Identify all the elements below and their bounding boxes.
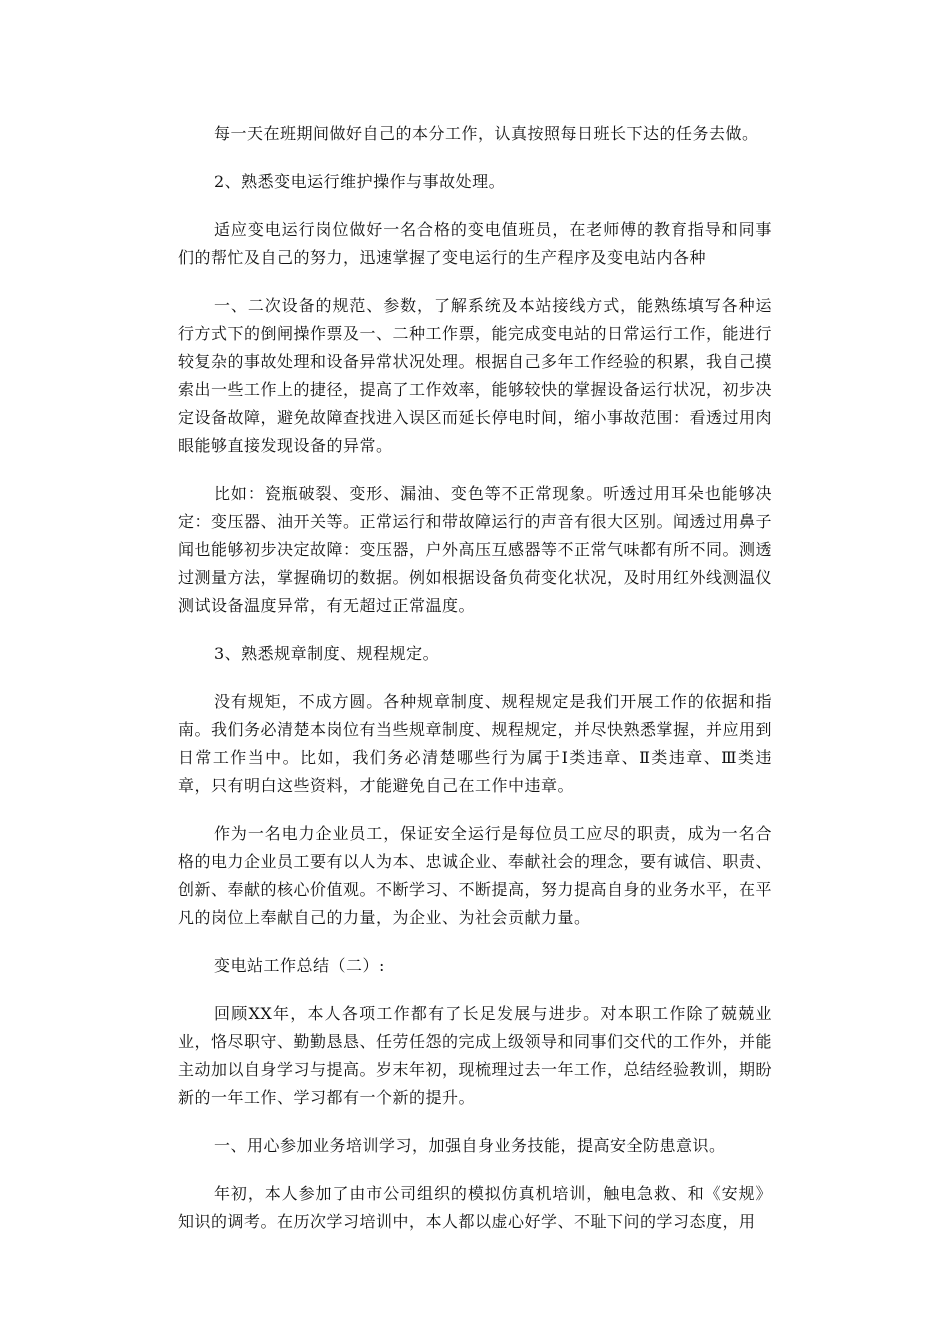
- paragraph-10: 回顾XX年，本人各项工作都有了长足发展与进步。对本职工作除了兢兢业业，恪尽职守、勤勤恳恳、任劳任怨的完成上级领导和同事们交代的工作外，并能主动加以自身学习与提高。岁末年初，现梳理过去一年工作，总结经验教训，期盼新的一年工作、学习都有一个新的提升。: [178, 1004, 773, 1107]
- paragraph-8: 作为一名电力企业员工，保证安全运行是每位员工应尽的职责，成为一名合格的电力企业员工要有以人为本、忠诚企业、奉献社会的理念，要有诚信、职责、创新、奉献的核心价值观。不断学习、不断提高，努力提高自身的业务水平，在平凡的岗位上奉献自己的力量，为企业、为社会贡献力量。: [178, 824, 773, 927]
- paragraph-5: 比如：瓷瓶破裂、变形、漏油、变色等不正常现象。听透过用耳朵也能够决定：变压器、油开关等。正常运行和带故障运行的声音有很大区别。闻透过用鼻子闻也能够初步决定故障：变压器，户外高压互感器等不正常气味都有所不同。测透过测量方法，掌握确切的数据。例如根据设备负荷变化状况，及时用红外线测温仪测试设备温度异常，有无超过正常温度。: [178, 484, 773, 615]
- document-body: [178, 120, 772, 1256]
- paragraph-12: 年初，本人参加了由市公司组织的模拟仿真机培训，触电急救、和《安规》知识的调考。在历次学习培训中，本人都以虚心好学、不耻下问的学习态度，用: [178, 1184, 772, 1231]
- section-title-2: 变电站工作总结（二）:: [214, 956, 385, 975]
- section-heading-3: 3、熟悉规章制度、规程规定。: [214, 644, 440, 663]
- paragraph-1: 每一天在班期间做好自己的本分工作，认真按照每日班长下达的任务去做。: [214, 124, 759, 143]
- section-heading-part-1: 一、用心参加业务培训学习，加强自身业务技能，提高安全防患意识。: [214, 1136, 726, 1155]
- paragraph-3: 适应变电运行岗位做好一名合格的变电值班员，在老师傅的教育指导和同事们的帮忙及自己的努力，迅速掌握了变电运行的生产程序及变电站内各种: [178, 220, 772, 267]
- section-heading-2: 2、熟悉变电运行维护操作与事故处理。: [214, 172, 506, 191]
- paragraph-7: 没有规矩，不成方圆。各种规章制度、规程规定是我们开展工作的依据和指南。我们务必清楚本岗位有当些规章制度、规程规定，并尽快熟悉掌握，并应用到日常工作当中。比如，我们务必清楚哪些行为属于Ⅰ类违章、Ⅱ类违章、Ⅲ类违章，只有明白这些资料，才能避免自己在工作中违章。: [178, 692, 773, 795]
- paragraph-4: 一、二次设备的规范、参数，了解系统及本站接线方式，能熟练填写各种运行方式下的倒闸操作票及一、二种工作票，能完成变电站的日常运行工作，能进行较复杂的事故处理和设备异常状况处理。根据自己多年工作经验的积累，我自己摸索出一些工作上的捷径，提高了工作效率，能够较快的掌握设备运行状况，初步决定设备故障，避免故障查找进入误区而延长停电时间，缩小事故范围：看透过用肉眼能够直接发现设备的异常。: [178, 296, 773, 455]
